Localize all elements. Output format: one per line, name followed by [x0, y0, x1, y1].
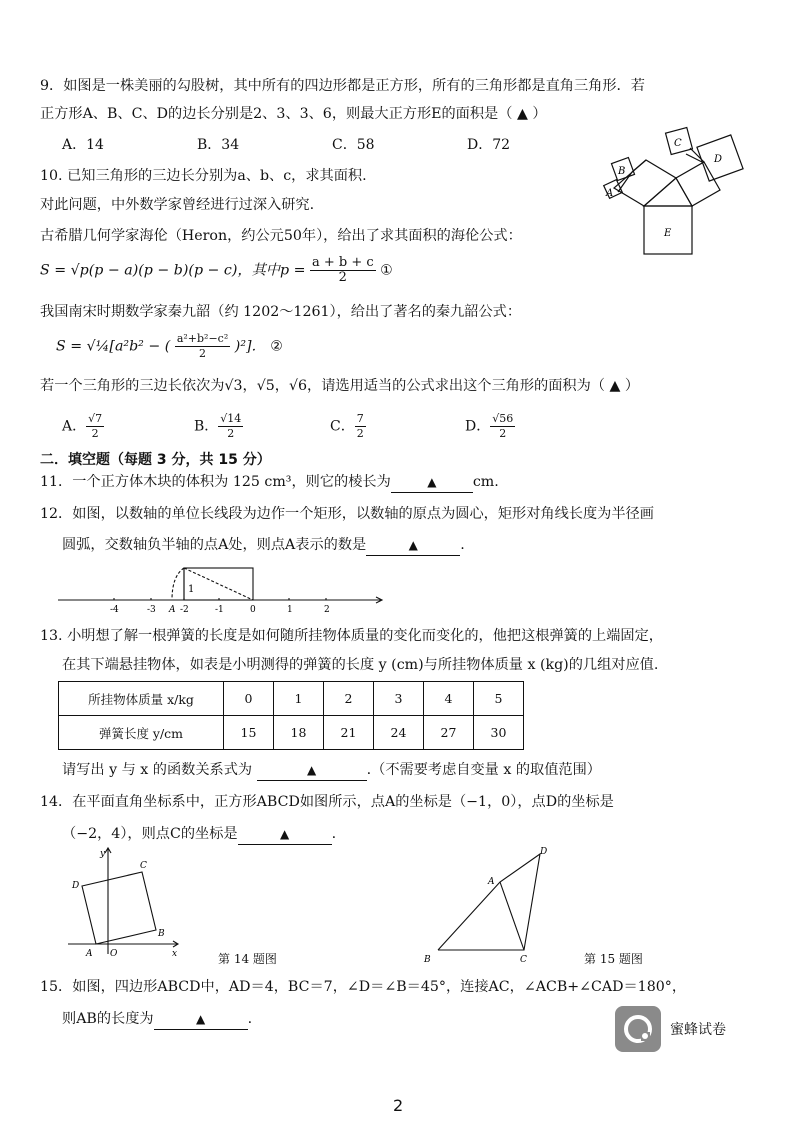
q11 — [40, 472, 499, 493]
q14-blank — [238, 824, 332, 845]
q10-line4: 我国南宋时期数学家秦九韶（约 1202～1261），给出了著名的秦九韶公式： — [40, 304, 522, 320]
q10-option-d-num: √56 — [492, 412, 514, 425]
table-cell: 3 — [374, 682, 424, 716]
table-cell: 24 — [374, 716, 424, 750]
q10-option-a — [62, 412, 104, 441]
point-c: C — [520, 955, 527, 965]
q9-option-b: B．34 — [197, 137, 240, 153]
heron-den: 2 — [338, 270, 347, 285]
q14-line2-end: . — [331, 826, 337, 842]
qin-num: a²+b²−c² — [176, 332, 229, 345]
heron-formula — [40, 256, 393, 285]
q10-line5: 若一个三角形的三边长依次为√3，√5，√6，请选用适当的公式求出这个三角形的面积为（ ▲ ） — [40, 378, 640, 394]
qin-mark: ② — [270, 338, 283, 355]
table-cell: 4 — [424, 682, 474, 716]
q10-option-c-letter: C． — [330, 418, 355, 435]
q10-option-b-den: 2 — [227, 427, 235, 440]
tick-0: 0 — [250, 605, 256, 615]
coordinate-square-figure — [66, 844, 186, 960]
q13-blank-mark: ▲ — [307, 763, 317, 777]
q13-line2: 在其下端悬挂物体，如表是小明测得的弹簧的长度 y (cm)与所挂物体质量 x (kg)的几组对应值. — [62, 657, 659, 673]
table-row — [59, 716, 524, 750]
q11-unit: cm. — [472, 474, 499, 490]
q10-option-c-den: 2 — [356, 427, 364, 440]
heron-formula-text: S = √p(p − a)(p − b)(p − c)，其中p = — [40, 262, 306, 279]
point-a: A — [488, 877, 495, 887]
tick-minus3: -3 — [147, 605, 156, 615]
table-cell: 15 — [224, 716, 274, 750]
section-title: 二．填空题（每题 3 分，共 15 分） — [40, 452, 271, 468]
heron-num: a + b + c — [311, 255, 374, 270]
tick-2: 2 — [324, 605, 330, 615]
table-cell: 27 — [424, 716, 474, 750]
table-cell: 0 — [224, 682, 274, 716]
q11-blank-mark: ▲ — [427, 475, 437, 489]
q13-blank — [257, 760, 367, 781]
point-b-label: B — [158, 929, 165, 939]
q10-option-b-letter: B． — [194, 418, 219, 435]
quadrilateral-abcd — [438, 854, 540, 950]
rect-label: 1 — [188, 584, 195, 595]
watermark-text: 蜜蜂试卷 — [670, 1022, 726, 1038]
heron-fraction — [310, 256, 376, 285]
point-b: B — [424, 955, 431, 965]
y-label: y — [100, 849, 106, 859]
label-c: C — [674, 138, 682, 149]
arc — [172, 568, 184, 600]
origin-label: O — [110, 949, 118, 959]
square-abcd — [82, 872, 156, 944]
q9-option-c: C．58 — [332, 137, 375, 153]
q10-option-d — [465, 412, 515, 441]
label-b: B — [618, 166, 626, 177]
q10-line2: 对此问题，中外数学家曾经进行过深入研究. — [40, 197, 315, 213]
q12-blank-mark: ▲ — [408, 538, 418, 552]
point-a-label: A — [86, 949, 93, 959]
tick-minus2: -2 — [180, 605, 189, 615]
q13-line1: 13. 小明想了解一根弹簧的长度是如何随所挂物体质量的变化而变化的，他把这根弹簧的上端固定， — [40, 628, 663, 644]
right-square — [676, 162, 720, 206]
table-header-length: 弹簧长度 y/cm — [59, 716, 224, 750]
q10-option-d-den: 2 — [499, 427, 507, 440]
page-number: 2 — [393, 1096, 404, 1115]
tick-1: 1 — [287, 605, 293, 615]
q12-line2-end: . — [460, 537, 465, 553]
q14-blank-mark: ▲ — [279, 827, 290, 841]
q10-option-a-den: 2 — [91, 427, 99, 440]
label-d: D — [714, 154, 723, 165]
q10-line1: 10. 已知三角形的三边长分别为a、b、c，求其面积. — [40, 168, 367, 184]
q14-caption: 第 14 题图 — [218, 952, 277, 966]
tick-minus4: -4 — [110, 605, 119, 615]
top-triangle — [644, 178, 692, 206]
q10-option-d-letter: D． — [465, 418, 491, 435]
qin-formula-text: S = √¼[a²b² − ( — [56, 338, 171, 355]
pythagoras-tree-figure — [596, 124, 766, 264]
q9-option-a: A．14 — [62, 137, 104, 153]
table-cell: 21 — [324, 716, 374, 750]
q15-line1: 15．如图，四边形ABCD中，AD＝4，BC＝7，∠D＝∠B＝45°，连接AC，∠ACB+∠CAD＝180°， — [40, 979, 687, 995]
watermark-logo-icon — [615, 1006, 661, 1052]
q13-ask-end: .（不需要考虑自变量 x 的取值范围） — [366, 762, 601, 778]
table-cell: 1 — [274, 682, 324, 716]
label-a: A — [606, 188, 614, 199]
qin-den: 2 — [199, 347, 207, 360]
table-cell: 2 — [324, 682, 374, 716]
q10-option-a-num: √7 — [88, 412, 103, 425]
table-cell: 30 — [474, 716, 524, 750]
q9-line1: 9．如图是一株美丽的勾股树，其中所有的四边形都是正方形，所有的三角形都是直角三角形．若 — [40, 78, 645, 94]
qin-formula — [56, 332, 283, 361]
q15-line2-end: . — [247, 1011, 253, 1027]
table-cell: 5 — [474, 682, 524, 716]
point-c-label: C — [140, 861, 147, 871]
q15-blank-mark: ▲ — [196, 1012, 206, 1026]
q15-caption: 第 15 题图 — [584, 952, 643, 966]
label-e: E — [664, 228, 672, 239]
heron-mark: ① — [380, 262, 393, 279]
table-row — [59, 682, 524, 716]
tick-a: A — [169, 605, 176, 615]
q11-blank — [391, 472, 473, 493]
spring-table — [58, 681, 524, 750]
q10-line3: 古希腊几何学家海伦（Heron，约公元50年），给出了求其面积的海伦公式： — [40, 228, 522, 244]
q9-option-d: D．72 — [467, 137, 511, 153]
qin-fraction — [175, 332, 230, 361]
point-d-label: D — [72, 881, 80, 891]
q15-line2-text: 则AB的长度为 — [62, 1011, 154, 1027]
q12-line1: 12．如图，以数轴的单位长线段为边作一个矩形，以数轴的原点为圆心，矩形对角线长度为半径画 — [40, 506, 654, 522]
table-header-mass: 所挂物体质量 x/kg — [59, 682, 224, 716]
diagonal-ac — [500, 882, 524, 950]
q10-option-b — [194, 412, 243, 441]
q12-line2 — [62, 535, 465, 556]
q10-option-c-num: 7 — [356, 412, 364, 425]
q11-text: 11．一个正方体木块的体积为 125 cm³，则它的棱长为 — [40, 474, 391, 490]
q9-line2: 正方形A、B、C、D的边长分别是2、3、3、6，则最大正方形E的面积是（ ▲ ） — [40, 106, 547, 122]
x-label: x — [172, 949, 178, 959]
q15-line2 — [62, 1009, 252, 1030]
q14-line2 — [62, 824, 336, 845]
q12-line2-text: 圆弧，交数轴负半轴的点A处，则点A表示的数是 — [62, 537, 367, 553]
q10-option-a-letter: A． — [62, 418, 87, 435]
q15-blank — [154, 1009, 248, 1030]
table-cell: 18 — [274, 716, 324, 750]
point-d: D — [540, 847, 548, 857]
qin-tail: )²]． — [234, 338, 266, 355]
q14-line2-text: （−2，4），则点C的坐标是 — [62, 826, 238, 842]
number-line-figure — [56, 562, 386, 618]
q14-line1: 14．在平面直角坐标系中，正方形ABCD如图所示，点A的坐标是（−1，0），点D的坐标是 — [40, 794, 614, 810]
quadrilateral-figure — [416, 840, 566, 966]
q13-ask — [62, 760, 601, 781]
q12-blank — [366, 535, 460, 556]
tick-minus1: -1 — [215, 605, 224, 615]
q13-ask-text: 请写出 y 与 x 的函数关系式为 — [62, 762, 253, 778]
q10-option-c — [330, 412, 366, 441]
q10-option-b-num: √14 — [220, 412, 242, 425]
